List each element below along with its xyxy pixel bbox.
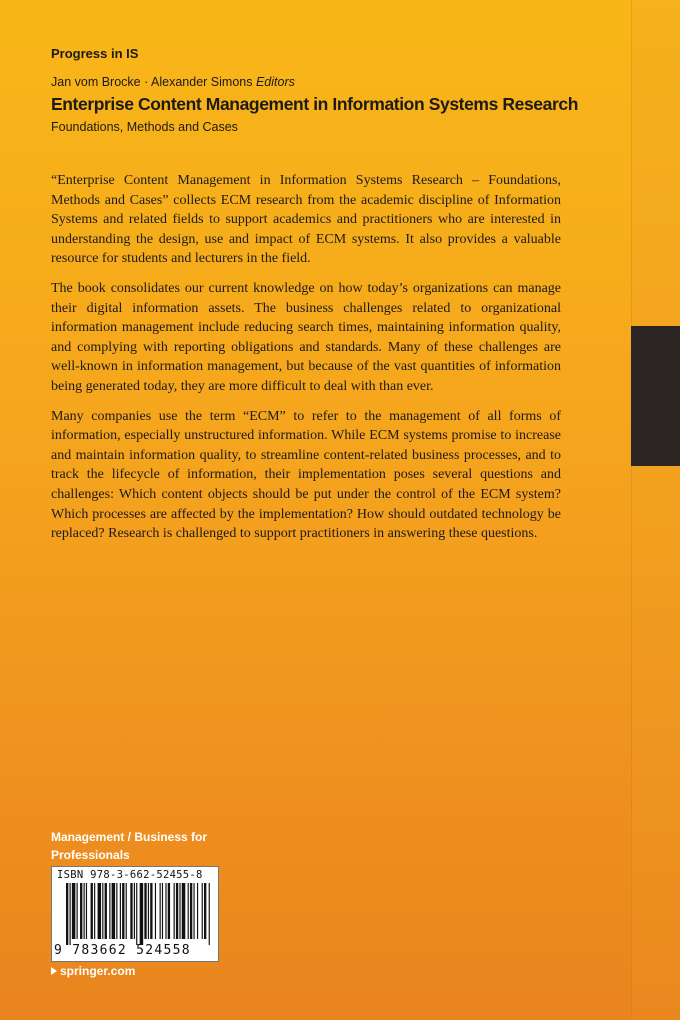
blurb-paragraph: The book consolidates our current knowledge on how today’s organizations can manage their digital information assets. The business challenges related to organizational information management include reducing search times, maintaining information quality, and complying with reporting obligations and standards. Many of these challenges are well-known in information management, but because of the vast quantities of information being generated today, they are more difficult to deal with than ever. [51,280,561,394]
series-name: Progress in IS [51,46,139,61]
blurb-paragraph: Many companies use the term “ECM” to refer to the management of all forms of information, especially unstructured information. While ECM systems promise to increase and maintain information quality, to streamline content-related business processes, and to track the lifecycle of information, their implementation poses several questions and challenges: Which content objects should be put under the control of the ECM system? Which processes are affected by the implementation? How should outdated technology be replaced? Research is challenged to support practitioners in answering these questions. [51,408,561,542]
editors-role: Editors [255,75,295,89]
spine-strip [631,0,680,1020]
blurb-paragraph: “Enterprise Content Management in Information Systems Research – Foundations, Methods and Cases” collects ECM research from the academic discipline of Information Systems and related fields to support academics and practitioners who are interested in understanding the design, use and impact of ECM systems. It also provides a valuable resource for students and lecturers in the field. [51,173,561,267]
arrow-right-icon [51,967,57,975]
barcode-number: 9 783662 524558 [54,943,191,958]
spine-dark-band [631,326,680,466]
book-title: Enterprise Content Management in Information Systems Research [51,94,578,114]
publisher-label: springer.com [60,964,136,978]
book-subtitle: Foundations, Methods and Cases [51,120,238,134]
isbn-barcode [51,866,219,962]
barcode-icon [66,883,211,945]
editor-names: Jan vom Brocke · Alexander Simons [51,75,253,89]
isbn-label: ISBN 978-3-662-52455-8 [57,869,203,881]
editors-line [51,75,295,89]
subject-category: Management / Business for Professionals [51,830,208,862]
blurb [51,171,561,554]
publisher-link[interactable] [51,964,135,978]
